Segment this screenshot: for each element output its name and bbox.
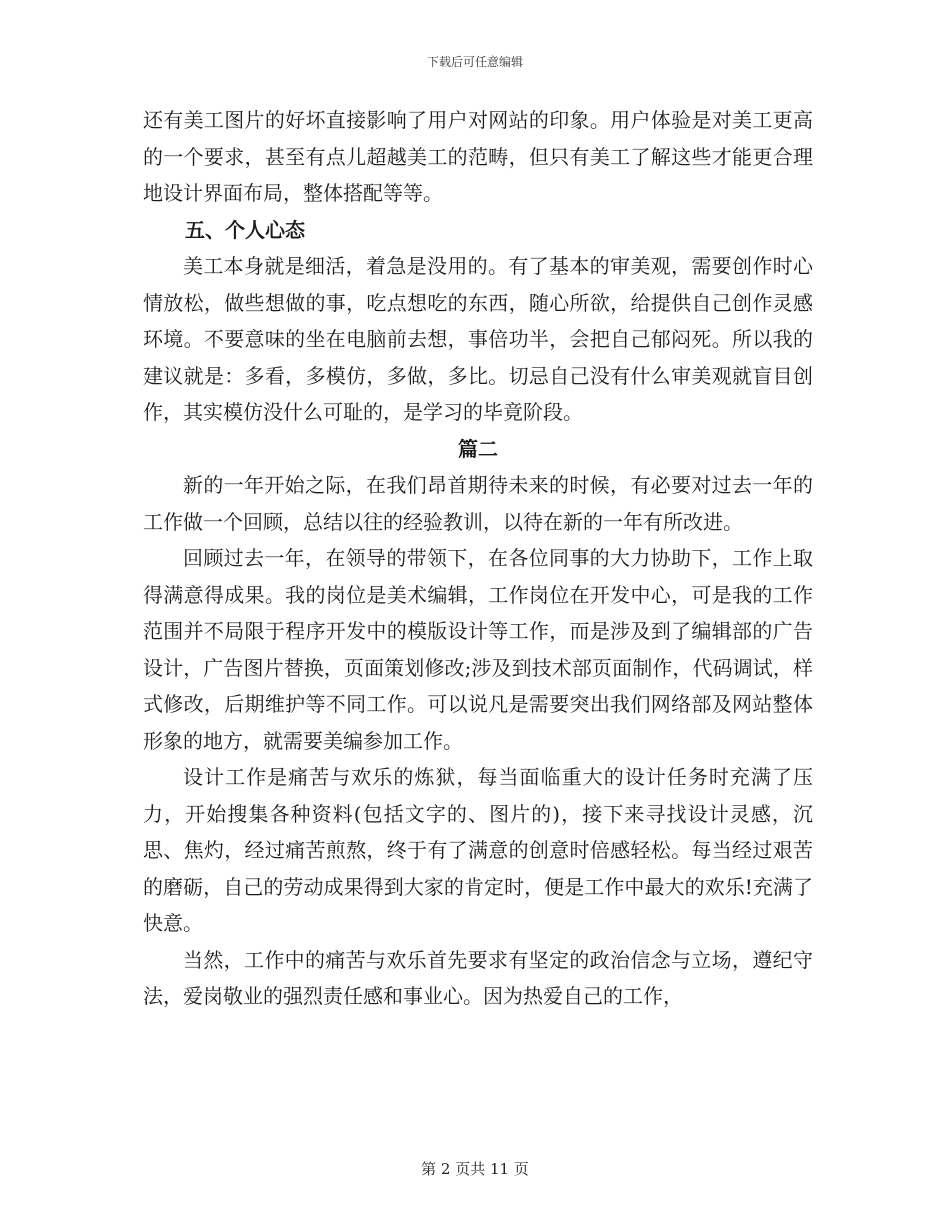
page-header: 下载后可任意编辑 <box>426 55 523 69</box>
heading-personal-mindset: 五、个人心态 <box>185 217 305 242</box>
paragraph-user-experience: 还有美工图片的好坏直接影响了用户对网站的印象。用户体验是对美工更高的一个要求，甚至有点儿超越美工的范畴，但只有美工了解这些才能更合理地设计界面布局，整体搭配等等。 <box>143 108 813 205</box>
paragraph-mindset: 美工本身就是细活，着急是没用的。有了基本的审美观，需要创作时心情放松，做些想做的事，吃点想吃的东西，随心所欲，给提供自己创作灵感环境。不要意味的坐在电脑前去想，事倍功半，会把自己郁闷死。所以我的建议就是：多看，多模仿，多做，多比。切忌自己没有什么审美观就盲目创作，其实模仿没什么可耻的，是学习的毕竟阶段。 <box>143 254 813 424</box>
document-body <box>143 102 813 1015</box>
section-title-part-two: 篇二 <box>458 436 498 461</box>
page-footer: 第 2 页共 11 页 <box>421 1160 529 1178</box>
paragraph-review: 回顾过去一年，在领导的带领下，在各位同事的大力协助下，工作上取得满意得成果。我的岗位是美术编辑，工作岗位在开发中心，可是我的工作范围并不局限于程序开发中的模版设计等工作，而是涉及到了编辑部的广告设计，广告图片替换，页面策划修改;涉及到技术部页面制作，代码调试，样式修改，后期维护等不同工作。可以说凡是需要突出我们网络部及网站整体形象的地方，就需要美编参加工作。 <box>143 546 813 753</box>
paragraph-responsibility: 当然，工作中的痛苦与欢乐首先要求有坚定的政治信念与立场，遵纪守法，爱岗敬业的强烈责任感和事业心。因为热爱自己的工作， <box>143 947 813 1008</box>
paragraph-design-work: 设计工作是痛苦与欢乐的炼狱，每当面临重大的设计任务时充满了压力，开始搜集各种资料(包括文字的、图片的)，接下来寻找设计灵感，沉思、焦灼，经过痛苦煎熬，终于有了满意的创意时倍感轻松。每当经过艰苦的磨砺，自己的劳动成果得到大家的肯定时，便是工作中最大的欢乐!充满了快意。 <box>143 765 813 935</box>
paragraph-new-year: 新的一年开始之际，在我们昂首期待未来的时候，有必要对过去一年的工作做一个回顾，总结以往的经验教训，以待在新的一年有所改进。 <box>143 473 813 534</box>
